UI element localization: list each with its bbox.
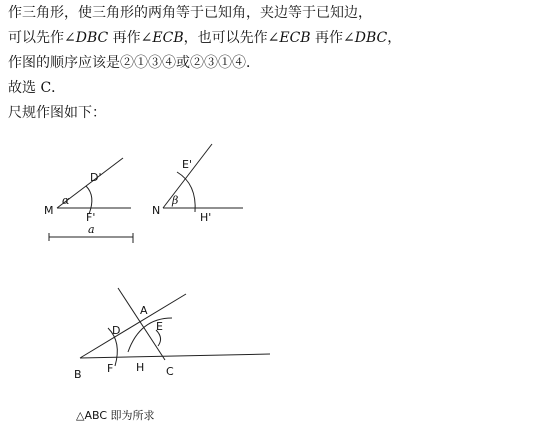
label-alpha: α xyxy=(62,194,70,207)
solution-line-3: 作图的顺序应该是②①③④或②③①④． xyxy=(8,55,260,71)
solution-line-1: 作三角形，使三角形的两角等于已知角，夹边等于已知边， xyxy=(8,5,372,21)
beta-upper-ray xyxy=(163,144,212,208)
label-a: a xyxy=(88,223,95,236)
ray-bd xyxy=(80,294,186,358)
label-point-e: E xyxy=(156,320,163,333)
label-e-prime: E' xyxy=(182,158,192,171)
label-m: M xyxy=(44,204,54,217)
arc-at-c xyxy=(128,318,172,352)
line2-text-2: 再作 xyxy=(108,30,141,46)
angle-ecb-1: ∠ECB xyxy=(140,30,184,46)
label-point-c: C xyxy=(166,365,174,378)
solution-line-5: 尺规作图如下： xyxy=(8,105,106,121)
line2-text-5: ， xyxy=(387,30,402,46)
line2-text-3: ，也可以先作 xyxy=(183,30,268,46)
label-point-b: B xyxy=(74,368,82,381)
label-f-prime: F' xyxy=(86,211,96,224)
solution-line-2 xyxy=(8,29,401,47)
line2-text-1: 可以先作 xyxy=(8,30,64,46)
base-line-bc xyxy=(80,354,270,358)
label-point-a: A xyxy=(140,304,148,317)
line2-text-4: 再作 xyxy=(310,30,344,46)
label-n: N xyxy=(152,204,161,217)
label-d-prime: D' xyxy=(90,171,102,184)
angle-dbc-2: ∠DBC xyxy=(343,30,388,46)
alpha-arc xyxy=(86,186,92,214)
label-point-f: F xyxy=(107,362,114,375)
label-point-d: D xyxy=(112,324,121,337)
angle-ecb-2: ∠ECB xyxy=(267,30,311,46)
construction-figure xyxy=(0,130,545,434)
triangle-construction xyxy=(80,288,270,366)
figure-caption: △ABC 即为所求 xyxy=(76,409,155,422)
label-point-h: H xyxy=(136,361,145,374)
label-h-prime: H' xyxy=(200,211,212,224)
label-beta: β xyxy=(172,194,179,207)
angle-dbc-1: ∠DBC xyxy=(64,30,109,46)
solution-line-4: 故选 C． xyxy=(8,80,66,96)
